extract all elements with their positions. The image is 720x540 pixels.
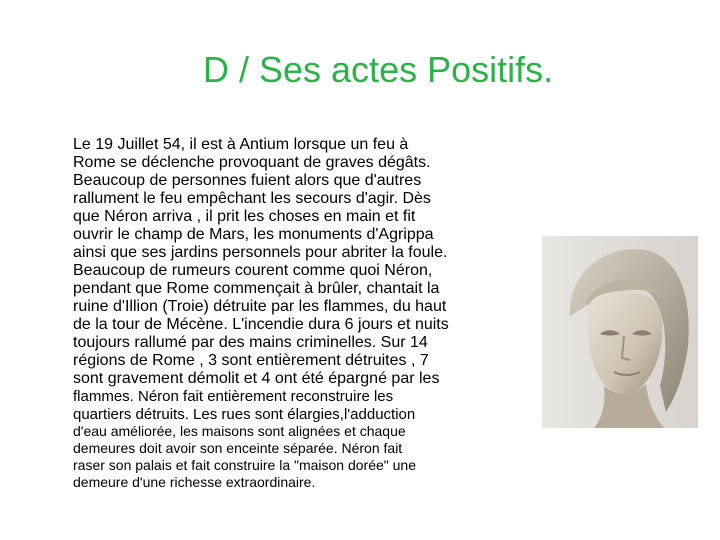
- body-paragraph: [73, 136, 533, 491]
- text-line: ruine d'Illion (Troie) détruite par les flammes, du haut: [73, 298, 447, 315]
- text-line: rallument le feu empêchant les secours d'agir. Dès: [73, 190, 431, 207]
- slide-title: D / Ses actes Positifs.: [203, 49, 554, 90]
- bust-illustration: [542, 236, 698, 428]
- text-line: Beaucoup de rumeurs courent comme quoi Néron,: [73, 262, 433, 279]
- nero-bust-photo: [542, 236, 698, 428]
- text-line: sont gravement démolit et 4 ont été épargné par les: [73, 370, 440, 387]
- text-line: raser son palais et fait construire la "maison dorée" une: [73, 457, 417, 473]
- text-line: flammes. Néron fait entièrement reconstruire les: [73, 388, 394, 405]
- text-line: Rome se déclenche provoquant de graves dégâts.: [73, 154, 431, 171]
- text-line: quartiers détruits. Les rues sont élargies,l'adduction: [73, 405, 416, 423]
- text-line: ouvrir le champ de Mars, les monuments d'Agrippa: [73, 226, 434, 243]
- text-line: d'eau améliorée, les maisons sont alignées et chaque: [73, 423, 406, 439]
- text-line: de la tour de Mécène. L'incendie dura 6 jours et nuits: [73, 316, 449, 333]
- text-line: Beaucoup de personnes fuient alors que d'autres: [73, 172, 422, 189]
- text-line: pendant que Rome commençait à brûler, chantait la: [73, 280, 440, 297]
- text-line: régions de Rome , 3 sont entièrement détruites , 7: [73, 352, 429, 369]
- text-line: demeures doit avoir son enceinte séparée. Néron fait: [73, 440, 403, 456]
- text-line: Le 19 Juillet 54, il est à Antium lorsque un feu à: [73, 136, 409, 153]
- text-line: ainsi que ses jardins personnels pour abriter la foule.: [73, 244, 448, 261]
- text-line: demeure d'une richesse extraordinaire.: [73, 474, 316, 490]
- text-line: que Néron arriva , il prit les choses en main et fit: [73, 208, 416, 225]
- text-line: toujours rallumé par des mains criminelles. Sur 14: [73, 334, 428, 351]
